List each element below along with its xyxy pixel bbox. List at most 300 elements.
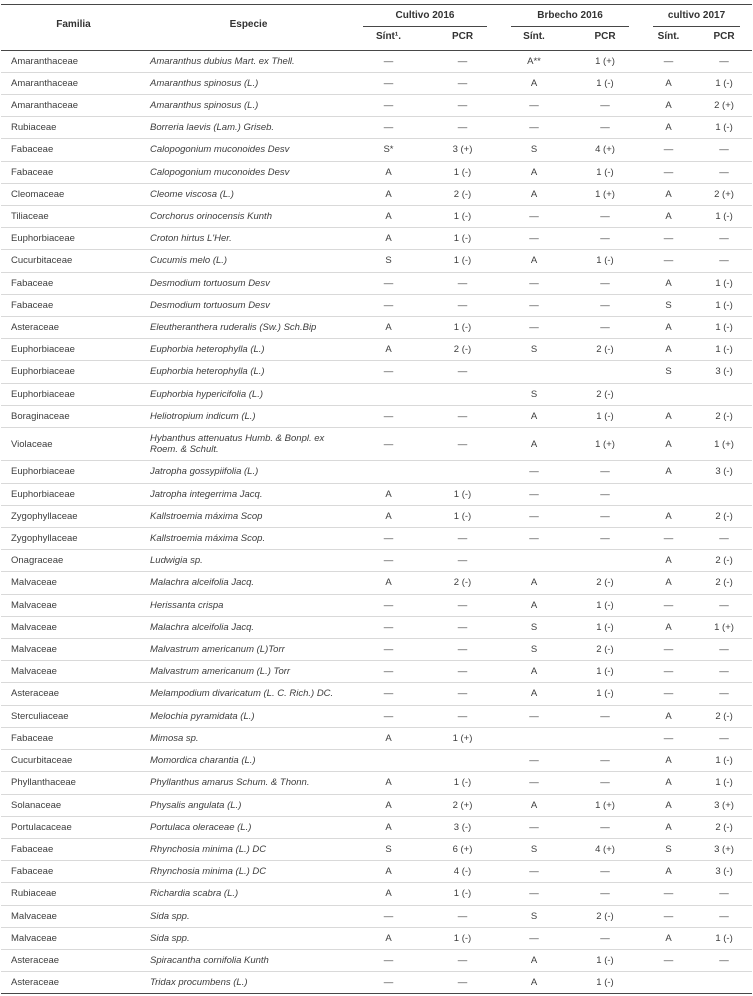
barbecho2016-sint-cell: S — [499, 339, 569, 361]
barbecho2016-sint-cell: — — [499, 317, 569, 339]
weed-species-pcr-table — [1, 4, 752, 994]
cultivo2016-sint-cell: — — [351, 117, 426, 139]
barbecho2016-pcr-cell: — — [569, 816, 641, 838]
table-row — [1, 705, 752, 727]
barbecho2016-sint-cell: — — [499, 772, 569, 794]
barbecho2016-sint-cell: — — [499, 294, 569, 316]
especie-cell: Croton hirtus L'Her. — [146, 228, 351, 250]
cultivo2017-pcr-cell: 1 (-) — [696, 272, 752, 294]
especie-cell: Portulaca oleraceae (L.) — [146, 816, 351, 838]
table-row — [1, 594, 752, 616]
especie-cell: Desmodium tortuosum Desv — [146, 272, 351, 294]
barbecho2016-pcr-cell: — — [569, 861, 641, 883]
cultivo2017-pcr-cell: — — [696, 228, 752, 250]
barbecho2016-sint-cell: S — [499, 905, 569, 927]
cultivo2016-sint-cell: — — [351, 50, 426, 72]
table-row — [1, 949, 752, 971]
cultivo2016-pcr-cell: — — [426, 550, 499, 572]
cultivo2016-pcr-cell: 1 (-) — [426, 317, 499, 339]
cultivo2017-pcr-cell: 3 (-) — [696, 461, 752, 483]
table-row — [1, 927, 752, 949]
cultivo2017-sint-cell: A — [641, 317, 696, 339]
cultivo2017-pcr-cell: 3 (+) — [696, 838, 752, 860]
familia-cell: Asteraceae — [1, 949, 146, 971]
cultivo2017-pcr-cell: 3 (-) — [696, 361, 752, 383]
barbecho2016-pcr-cell — [569, 550, 641, 572]
barbecho2016-sint-cell: S — [499, 616, 569, 638]
cultivo2016-pcr-cell: — — [426, 428, 499, 461]
table-row — [1, 294, 752, 316]
barbecho2016-sint-cell: A — [499, 405, 569, 427]
familia-cell: Sterculiaceae — [1, 705, 146, 727]
cultivo2016-sint-cell: A — [351, 206, 426, 228]
barbecho2016-sint-cell: A — [499, 161, 569, 183]
especie-cell: Momordica charantia (L.) — [146, 750, 351, 772]
barbecho2016-pcr-cell: — — [569, 317, 641, 339]
familia-cell: Onagraceae — [1, 550, 146, 572]
cultivo2016-pcr-cell: 1 (-) — [426, 883, 499, 905]
especie-cell: Kallstroemia máxima Scop — [146, 505, 351, 527]
subheader-cultivo2017-pcr: PCR — [696, 27, 752, 50]
cultivo2017-sint-cell: — — [641, 528, 696, 550]
barbecho2016-pcr-cell: 4 (+) — [569, 838, 641, 860]
barbecho2016-sint-cell: — — [499, 483, 569, 505]
cultivo2017-sint-cell: A — [641, 794, 696, 816]
barbecho2016-pcr-cell: 1 (-) — [569, 683, 641, 705]
cultivo2017-sint-cell: — — [641, 949, 696, 971]
cultivo2016-pcr-cell: — — [426, 705, 499, 727]
cultivo2016-sint-cell: — — [351, 905, 426, 927]
barbecho2016-pcr-cell: 1 (-) — [569, 949, 641, 971]
cultivo2017-pcr-cell: — — [696, 905, 752, 927]
cultivo2017-sint-cell: A — [641, 572, 696, 594]
table-row — [1, 639, 752, 661]
barbecho2016-pcr-cell: 1 (-) — [569, 616, 641, 638]
cultivo2017-pcr-cell: — — [696, 250, 752, 272]
col-header-especie: Especie — [146, 5, 351, 51]
especie-cell: Jatropha gossypiifolia (L.) — [146, 461, 351, 483]
cultivo2016-pcr-cell: — — [426, 594, 499, 616]
familia-cell: Malvaceae — [1, 639, 146, 661]
table-row — [1, 750, 752, 772]
cultivo2017-sint-cell: — — [641, 905, 696, 927]
table-row — [1, 317, 752, 339]
table-row — [1, 616, 752, 638]
cultivo2017-sint-cell: A — [641, 861, 696, 883]
barbecho2016-pcr-cell: 1 (+) — [569, 183, 641, 205]
familia-cell: Euphorbiaceae — [1, 483, 146, 505]
cultivo2017-pcr-cell: 1 (-) — [696, 772, 752, 794]
col-group-barbecho-2016 — [499, 5, 641, 27]
familia-cell: Amaranthaceae — [1, 50, 146, 72]
barbecho2016-pcr-cell: — — [569, 772, 641, 794]
table-row — [1, 861, 752, 883]
cultivo2016-sint-cell: — — [351, 95, 426, 117]
table-row — [1, 883, 752, 905]
familia-cell: Cucurbitaceae — [1, 250, 146, 272]
especie-cell: Desmodium tortuosum Desv — [146, 294, 351, 316]
barbecho2016-pcr-cell: — — [569, 272, 641, 294]
familia-cell: Boraginaceae — [1, 405, 146, 427]
barbecho2016-pcr-cell — [569, 361, 641, 383]
familia-cell: Euphorbiaceae — [1, 383, 146, 405]
cultivo2017-sint-cell: — — [641, 661, 696, 683]
cultivo2016-pcr-cell: 1 (+) — [426, 727, 499, 749]
familia-cell: Fabaceae — [1, 294, 146, 316]
barbecho2016-pcr-cell: — — [569, 505, 641, 527]
table-body — [1, 50, 752, 994]
cultivo2017-pcr-cell: 2 (-) — [696, 705, 752, 727]
especie-cell: Tridax procumbens (L.) — [150, 977, 248, 989]
table-row — [1, 816, 752, 838]
cultivo2016-pcr-cell: — — [426, 528, 499, 550]
table-row — [1, 183, 752, 205]
cultivo2016-pcr-cell: 4 (-) — [426, 861, 499, 883]
cultivo2016-sint-cell: — — [351, 405, 426, 427]
table-row — [1, 483, 752, 505]
familia-cell: Malvaceae — [1, 927, 146, 949]
cultivo2016-sint-cell: A — [351, 861, 426, 883]
cultivo2016-sint-cell: S — [351, 838, 426, 860]
cultivo2016-pcr-cell: — — [426, 361, 499, 383]
barbecho2016-sint-cell: A — [499, 183, 569, 205]
cultivo2017-pcr-cell — [696, 483, 752, 505]
especie-cell: Sida spp. — [146, 905, 351, 927]
subheader-cultivo2016-sint: Sínt¹. — [351, 27, 426, 50]
barbecho2016-pcr-cell: 1 (-) — [569, 405, 641, 427]
cultivo2017-sint-cell: — — [641, 727, 696, 749]
barbecho2016-pcr-cell: 2 (-) — [569, 639, 641, 661]
cultivo2017-sint-cell: S — [641, 361, 696, 383]
barbecho2016-pcr-cell: 2 (-) — [569, 905, 641, 927]
cultivo2016-pcr-cell: — — [426, 272, 499, 294]
familia-cell: Asteraceae — [1, 317, 146, 339]
cultivo2017-pcr-cell: — — [696, 683, 752, 705]
familia-cell: Asteraceae — [11, 977, 60, 989]
especie-cell: Rhynchosia minima (L.) DC — [146, 861, 351, 883]
cultivo2016-sint-cell: — — [383, 977, 394, 989]
cultivo2017-pcr-cell: — — [696, 139, 752, 161]
cultivo2016-sint-cell: — — [351, 72, 426, 94]
barbecho2016-pcr-cell: — — [569, 483, 641, 505]
familia-cell: Phyllanthaceae — [1, 772, 146, 794]
cultivo2016-sint-cell: A — [351, 183, 426, 205]
cultivo2016-pcr-cell: — — [426, 949, 499, 971]
barbecho2016-sint-cell: — — [499, 461, 569, 483]
cultivo2016-sint-cell: A — [351, 794, 426, 816]
cultivo2016-pcr-cell — [426, 461, 499, 483]
barbecho2016-sint-cell: S — [499, 639, 569, 661]
table-row — [1, 528, 752, 550]
especie-cell: Mimosa sp. — [146, 727, 351, 749]
group-label-cultivo-2017: cultivo 2017 — [653, 9, 740, 27]
cultivo2016-pcr-cell: — — [426, 294, 499, 316]
barbecho2016-sint-cell: A — [499, 250, 569, 272]
familia-cell: Violaceae — [1, 428, 146, 461]
cultivo2016-sint-cell: A — [351, 317, 426, 339]
cultivo2017-pcr-cell: 1 (-) — [696, 317, 752, 339]
cultivo2016-pcr-cell: 3 (-) — [426, 816, 499, 838]
especie-cell: Euphorbia heterophylla (L.) — [146, 361, 351, 383]
cultivo2017-sint-cell: A — [641, 72, 696, 94]
cultivo2017-sint-cell: A — [641, 505, 696, 527]
barbecho2016-pcr-cell — [569, 727, 641, 749]
table-row — [1, 272, 752, 294]
especie-cell: Calopogonium muconoides Desv — [146, 139, 351, 161]
especie-cell: Eleutheranthera ruderalis (Sw.) Sch.Bip — [146, 317, 351, 339]
cultivo2016-sint-cell: A — [351, 161, 426, 183]
table-header — [1, 5, 752, 51]
familia-cell: Rubiaceae — [1, 883, 146, 905]
cultivo2017-pcr-cell: — — [696, 50, 752, 72]
table-row — [1, 572, 752, 594]
cultivo2017-sint-cell: A — [641, 117, 696, 139]
cultivo2017-sint-cell: — — [641, 883, 696, 905]
barbecho2016-sint-cell: — — [499, 528, 569, 550]
table-row — [1, 505, 752, 527]
cultivo2017-sint-cell: A — [641, 550, 696, 572]
familia-cell: Fabaceae — [1, 727, 146, 749]
barbecho2016-sint-cell: A — [499, 572, 569, 594]
especie-cell: Phyllanthus amarus Schum. & Thonn. — [146, 772, 351, 794]
cultivo2017-sint-cell: A — [641, 428, 696, 461]
familia-cell: Asteraceae — [1, 683, 146, 705]
table-row — [1, 550, 752, 572]
especie-cell: Euphorbia heterophylla (L.) — [146, 339, 351, 361]
cultivo2017-pcr-cell: 2 (-) — [696, 505, 752, 527]
cultivo2016-sint-cell: — — [351, 361, 426, 383]
cultivo2017-pcr-cell: — — [696, 594, 752, 616]
cultivo2017-pcr-cell: — — [696, 661, 752, 683]
barbecho2016-pcr-cell: 1 (-) — [569, 661, 641, 683]
barbecho2016-sint-cell: — — [499, 95, 569, 117]
barbecho2016-sint-cell: A — [530, 977, 538, 989]
cultivo2016-sint-cell: — — [351, 683, 426, 705]
cultivo2016-pcr-cell: 2 (-) — [426, 183, 499, 205]
barbecho2016-sint-cell: — — [499, 228, 569, 250]
cultivo2016-sint-cell: — — [351, 639, 426, 661]
subheader-barbecho2016-pcr: PCR — [569, 27, 641, 50]
subheader-cultivo2017-sint: Sínt. — [641, 27, 696, 50]
cultivo2016-pcr-cell: 6 (+) — [426, 838, 499, 860]
cultivo2017-sint-cell: — — [641, 139, 696, 161]
table-row — [1, 683, 752, 705]
barbecho2016-pcr-cell: 1 (-) — [596, 977, 614, 989]
especie-cell: Malachra alceifolia Jacq. — [146, 616, 351, 638]
cultivo2017-sint-cell: A — [641, 206, 696, 228]
barbecho2016-sint-cell: — — [499, 117, 569, 139]
cultivo2017-pcr-cell: 2 (+) — [696, 183, 752, 205]
cultivo2016-sint-cell: A — [351, 883, 426, 905]
cultivo2016-sint-cell: A — [351, 505, 426, 527]
barbecho2016-pcr-cell: 1 (-) — [569, 250, 641, 272]
barbecho2016-pcr-cell: 2 (-) — [569, 572, 641, 594]
cultivo2017-pcr-cell: 1 (+) — [696, 616, 752, 638]
familia-cell: Fabaceae — [1, 838, 146, 860]
cultivo2016-pcr-cell: — — [426, 639, 499, 661]
cultivo2016-sint-cell: — — [351, 594, 426, 616]
cultivo2017-pcr-cell: 1 (+) — [696, 428, 752, 461]
table-row — [1, 72, 752, 94]
barbecho2016-pcr-cell: — — [569, 95, 641, 117]
familia-cell: Malvaceae — [1, 661, 146, 683]
table-row — [1, 661, 752, 683]
cultivo2016-pcr-cell: — — [426, 72, 499, 94]
especie-cell: Sida spp. — [146, 927, 351, 949]
barbecho2016-sint-cell: S — [499, 838, 569, 860]
cultivo2017-sint-cell: A — [641, 705, 696, 727]
table-row — [1, 250, 752, 272]
barbecho2016-pcr-cell: 1 (-) — [569, 161, 641, 183]
cultivo2016-pcr-cell: — — [426, 616, 499, 638]
barbecho2016-pcr-cell: — — [569, 461, 641, 483]
group-header-row — [1, 5, 752, 27]
barbecho2016-pcr-cell: 4 (+) — [569, 139, 641, 161]
cultivo2016-sint-cell: A — [351, 772, 426, 794]
cultivo2017-sint-cell: — — [641, 594, 696, 616]
cultivo2017-sint-cell: A — [641, 405, 696, 427]
familia-cell: Fabaceae — [1, 161, 146, 183]
barbecho2016-sint-cell: — — [499, 883, 569, 905]
especie-cell: Rhynchosia minima (L.) DC — [146, 838, 351, 860]
table-row — [1, 161, 752, 183]
cultivo2017-pcr-cell: 1 (-) — [696, 206, 752, 228]
especie-cell: Kallstroemia máxima Scop. — [146, 528, 351, 550]
familia-cell: Malvaceae — [1, 616, 146, 638]
barbecho2016-pcr-cell: — — [569, 228, 641, 250]
barbecho2016-sint-cell: — — [499, 927, 569, 949]
cultivo2016-pcr-cell: 1 (-) — [426, 228, 499, 250]
cultivo2017-sint-cell: — — [641, 228, 696, 250]
barbecho2016-sint-cell: A — [499, 594, 569, 616]
familia-cell: Portulacaceae — [1, 816, 146, 838]
table-row — [1, 794, 752, 816]
familia-cell: Euphorbiaceae — [1, 339, 146, 361]
cultivo2016-sint-cell: A — [351, 228, 426, 250]
cultivo2017-pcr-cell: — — [696, 727, 752, 749]
barbecho2016-sint-cell: A — [499, 794, 569, 816]
familia-cell: Cucurbitaceae — [1, 750, 146, 772]
familia-cell: Fabaceae — [1, 861, 146, 883]
cultivo2016-sint-cell: — — [351, 616, 426, 638]
cultivo2017-pcr-cell: 2 (-) — [696, 816, 752, 838]
barbecho2016-sint-cell: A — [499, 683, 569, 705]
cultivo2016-pcr-cell: 1 (-) — [426, 206, 499, 228]
especie-cell: Malvastrum americanum (L.) Torr — [146, 661, 351, 683]
cultivo2016-pcr-cell: 1 (-) — [426, 250, 499, 272]
especie-cell: Melochia pyramidata (L.) — [146, 705, 351, 727]
cultivo2017-sint-cell: — — [641, 250, 696, 272]
barbecho2016-sint-cell: — — [499, 861, 569, 883]
cultivo2017-sint-cell: — — [641, 161, 696, 183]
cultivo2017-pcr-cell: 1 (-) — [696, 927, 752, 949]
cultivo2016-pcr-cell: 1 (-) — [426, 505, 499, 527]
table-row — [1, 428, 752, 461]
cultivo2016-pcr-cell: — — [426, 905, 499, 927]
cultivo2017-sint-cell: A — [641, 95, 696, 117]
group-label-barbecho-2016: Brbecho 2016 — [511, 9, 629, 27]
cultivo2017-pcr-cell: 1 (-) — [696, 339, 752, 361]
familia-cell: Cleomaceae — [1, 183, 146, 205]
cultivo2016-sint-cell — [351, 461, 426, 483]
cultivo2017-sint-cell: A — [641, 183, 696, 205]
barbecho2016-sint-cell: A** — [499, 50, 569, 72]
barbecho2016-pcr-cell: 2 (-) — [569, 339, 641, 361]
barbecho2016-pcr-cell: — — [569, 750, 641, 772]
cultivo2016-sint-cell: — — [351, 528, 426, 550]
table-row — [1, 405, 752, 427]
familia-cell: Euphorbiaceae — [1, 228, 146, 250]
cultivo2016-pcr-cell: 1 (-) — [426, 927, 499, 949]
cultivo2016-sint-cell: — — [351, 428, 426, 461]
cultivo2017-pcr-cell: 3 (+) — [696, 794, 752, 816]
cultivo2017-pcr-cell: 3 (-) — [696, 861, 752, 883]
barbecho2016-sint-cell — [499, 550, 569, 572]
table-row — [1, 905, 752, 927]
familia-cell: Amaranthaceae — [1, 95, 146, 117]
barbecho2016-sint-cell — [499, 727, 569, 749]
especie-cell: Ludwigia sp. — [146, 550, 351, 572]
barbecho2016-sint-cell: S — [499, 139, 569, 161]
barbecho2016-pcr-cell: 1 (+) — [569, 50, 641, 72]
barbecho2016-sint-cell: — — [499, 505, 569, 527]
familia-cell: Rubiaceae — [1, 117, 146, 139]
subheader-cultivo2016-pcr: PCR — [426, 27, 499, 50]
cultivo2016-pcr-cell: — — [426, 117, 499, 139]
cultivo2016-pcr-cell: — — [426, 661, 499, 683]
table-row — [1, 206, 752, 228]
cultivo2017-sint-cell — [641, 972, 696, 994]
cultivo2017-sint-cell: A — [641, 272, 696, 294]
familia-cell: Fabaceae — [1, 139, 146, 161]
barbecho2016-pcr-cell: 2 (-) — [569, 383, 641, 405]
cultivo2016-sint-cell: S — [351, 250, 426, 272]
barbecho2016-sint-cell — [499, 361, 569, 383]
table-row — [1, 117, 752, 139]
barbecho2016-pcr-cell: — — [569, 206, 641, 228]
cultivo2016-sint-cell: — — [351, 949, 426, 971]
cultivo2017-sint-cell — [641, 483, 696, 505]
cultivo2016-sint-cell: S* — [351, 139, 426, 161]
cultivo2017-sint-cell: A — [641, 461, 696, 483]
especie-cell: Melampodium divaricatum (L. C. Rich.) DC. — [146, 683, 351, 705]
table-row — [1, 461, 752, 483]
barbecho2016-sint-cell: — — [499, 705, 569, 727]
especie-cell: Borreria laevis (Lam.) Griseb. — [146, 117, 351, 139]
especie-cell: Amaranthus spinosus (L.) — [146, 95, 351, 117]
cultivo2017-pcr-cell: 2 (-) — [696, 405, 752, 427]
barbecho2016-pcr-cell: — — [569, 883, 641, 905]
cultivo2016-sint-cell: A — [351, 927, 426, 949]
cultivo2016-pcr-cell: 2 (-) — [426, 572, 499, 594]
cultivo2016-sint-cell: — — [351, 294, 426, 316]
cultivo2016-sint-cell: A — [351, 727, 426, 749]
familia-cell: Malvaceae — [1, 905, 146, 927]
familia-cell: Fabaceae — [1, 272, 146, 294]
cultivo2017-pcr-cell: — — [696, 161, 752, 183]
barbecho2016-sint-cell: — — [499, 206, 569, 228]
cultivo2016-pcr-cell — [426, 750, 499, 772]
cultivo2016-pcr-cell: — — [426, 405, 499, 427]
barbecho2016-sint-cell: — — [499, 816, 569, 838]
familia-cell: Euphorbiaceae — [1, 361, 146, 383]
subheader-barbecho2016-sint: Sínt. — [499, 27, 569, 50]
table-row — [1, 972, 752, 994]
cultivo2016-pcr-cell: 2 (-) — [426, 339, 499, 361]
barbecho2016-pcr-cell: — — [569, 528, 641, 550]
familia-cell: Malvaceae — [1, 572, 146, 594]
cultivo2017-pcr-cell — [696, 383, 752, 405]
